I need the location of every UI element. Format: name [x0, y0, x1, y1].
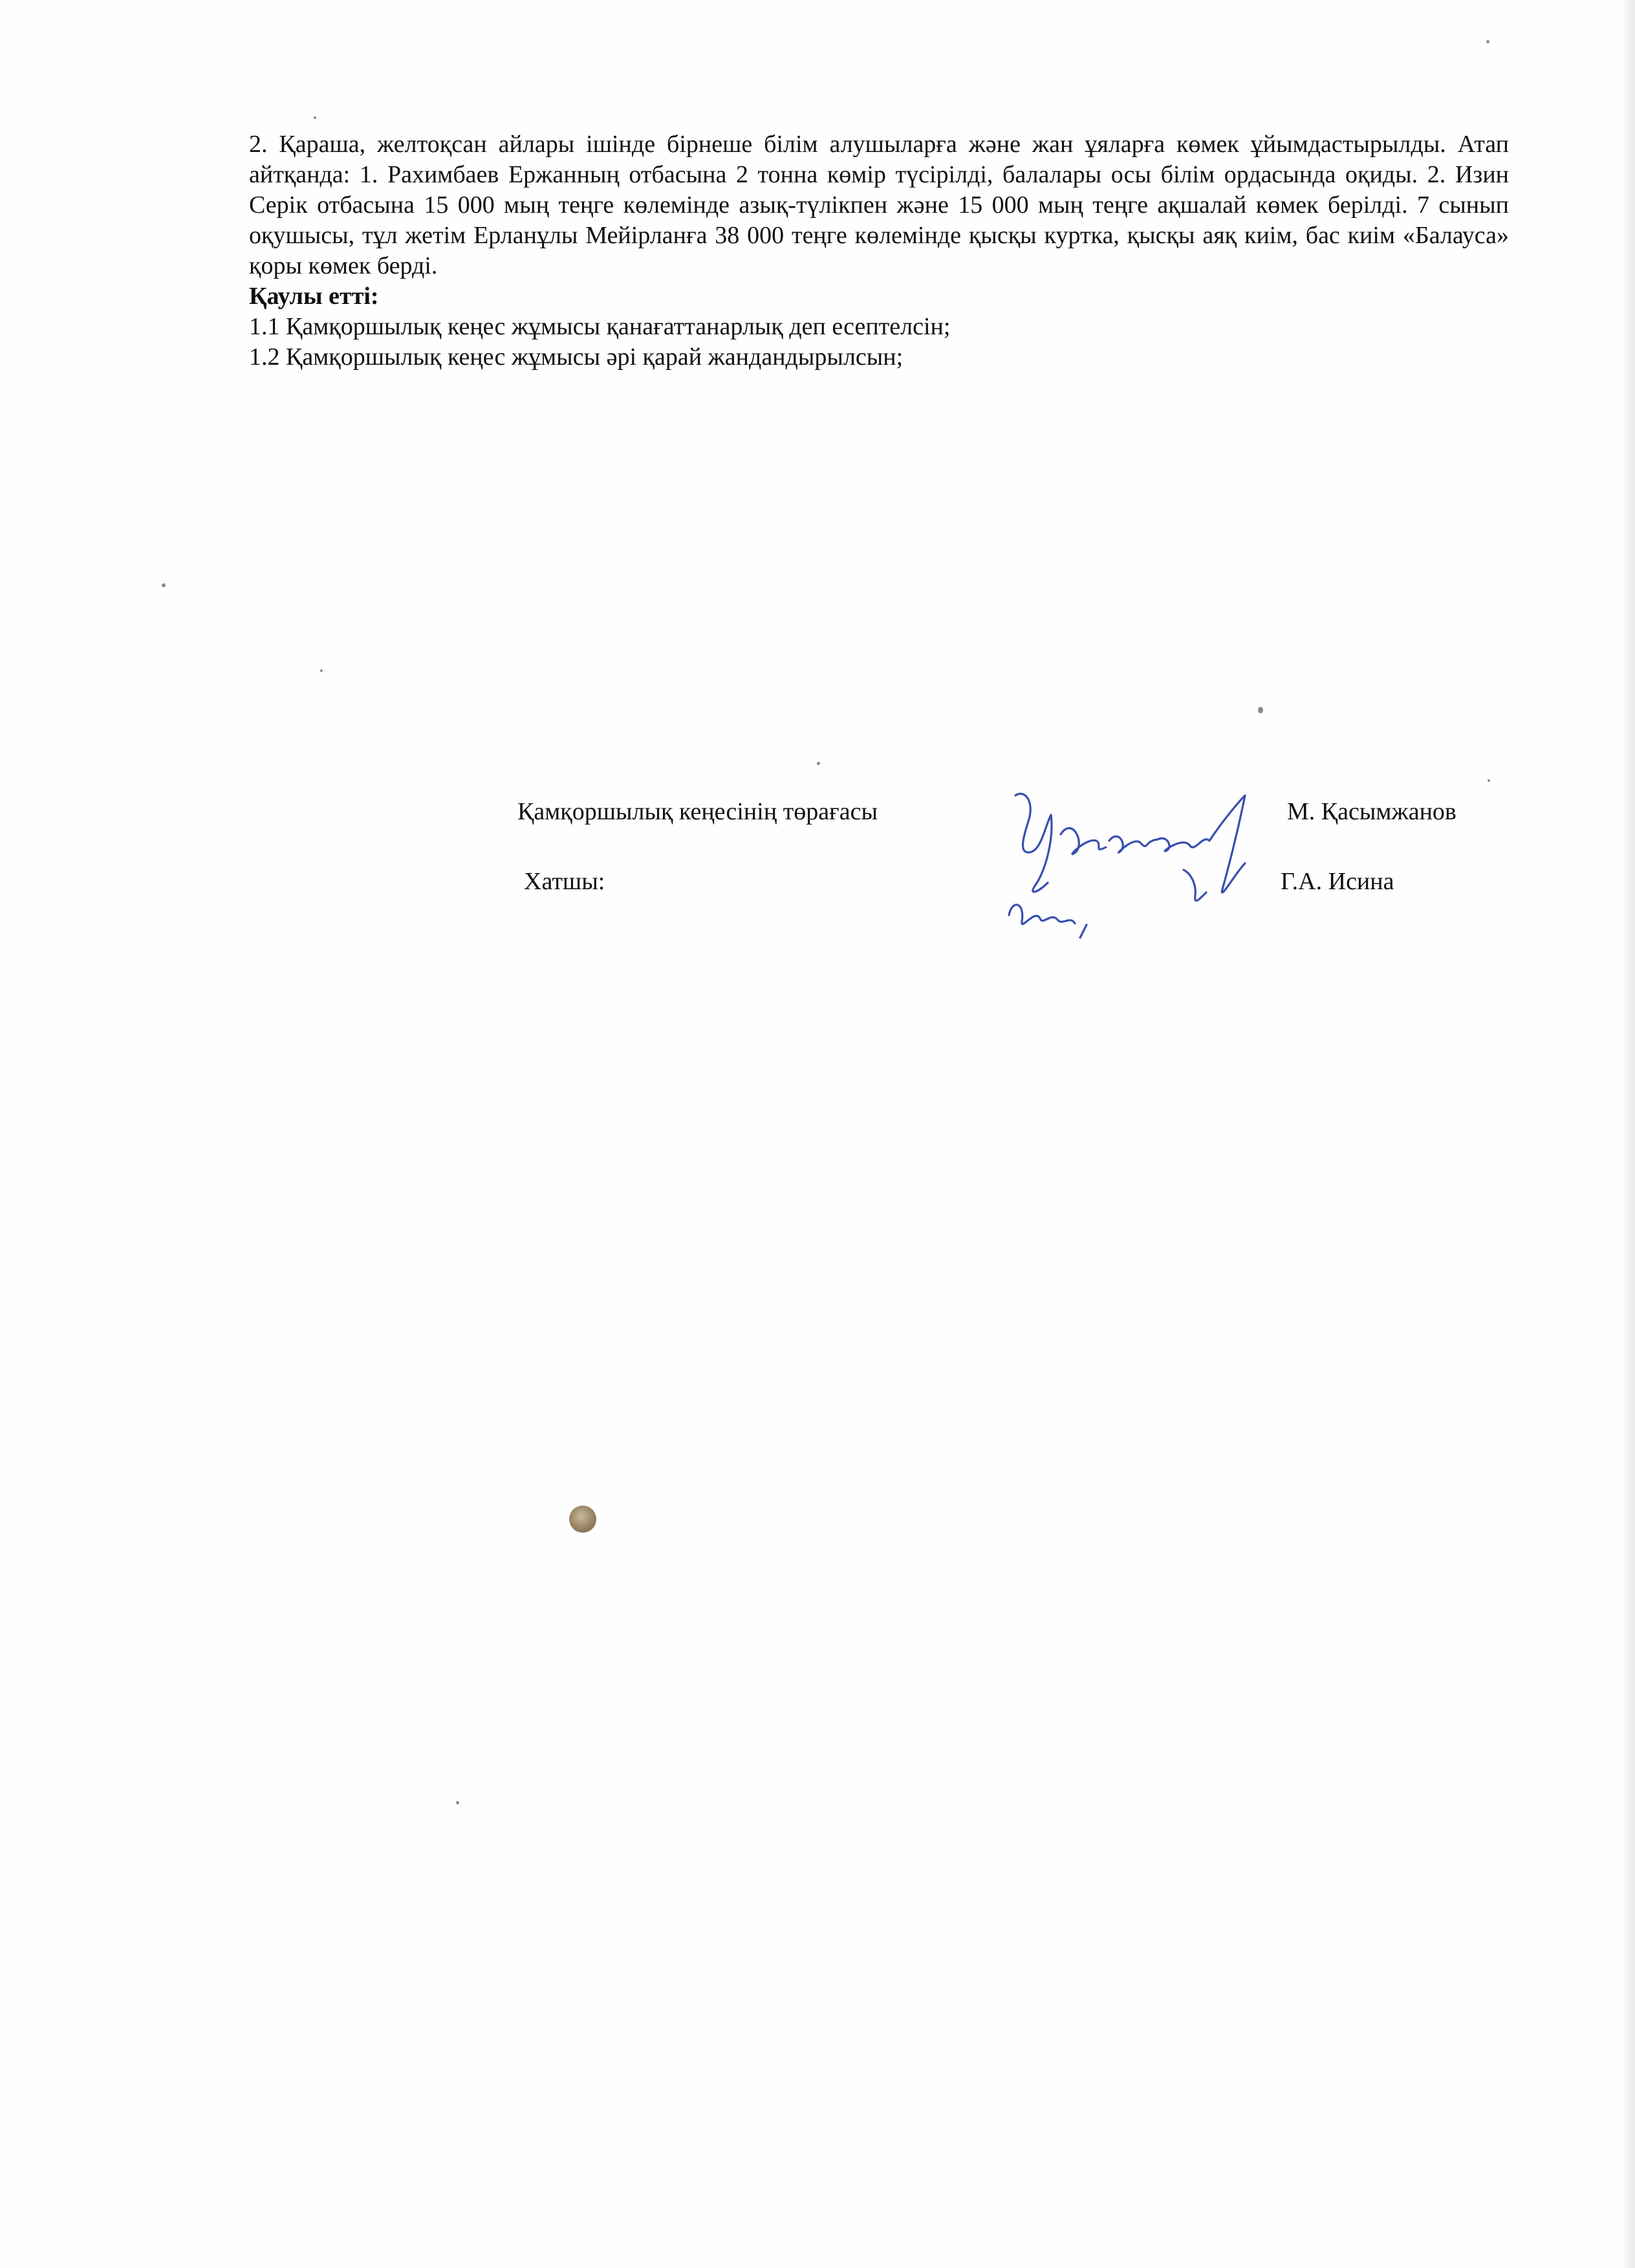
handwritten-signature — [990, 776, 1287, 951]
secretary-name: Г.А. Исина — [1281, 868, 1394, 895]
resolution-heading: Қаулы етті: — [249, 283, 379, 310]
document-body — [249, 129, 1509, 373]
chair-title: Қамқоршылық кеңесінің төрағасы — [517, 798, 878, 825]
assistance-paragraph: 2. Қараша, желтоқсан айлары ішінде бірнеше білім алушыларға және жан ұяларға көмек ұйымдастырылды. Атап айтқанда: 1. Рахимбаев Ержанның отбасына 2 тонна көмір түсірілді, балалары осы білім ордасында оқиды. 2. Изин Серік отбасына 15 000 мың теңге көлемінде азық-түлікпен және 15 000 мың теңге ақшалай көмек берілді. 7 сынып оқушысы, тұл жетім Ерланұлы Мейірланға 38 000 теңге көлемінде қысқы куртка, қысқы аяқ киім, бас киім «Балауса» қоры көмек берді. — [249, 131, 1509, 279]
stain-dot — [569, 1506, 596, 1533]
secretary-title: Хатшы: — [524, 868, 605, 895]
page-edge-shadow — [1621, 0, 1635, 2268]
resolution-item-1: 1.1 Қамқоршылық кеңес жұмысы қанағаттанарлық деп есептелсін; — [249, 313, 951, 340]
chair-name: М. Қасымжанов — [1287, 798, 1456, 825]
resolution-item-2: 1.2 Қамқоршылық кеңес жұмысы әрі қарай жандандырылсын; — [249, 343, 904, 371]
